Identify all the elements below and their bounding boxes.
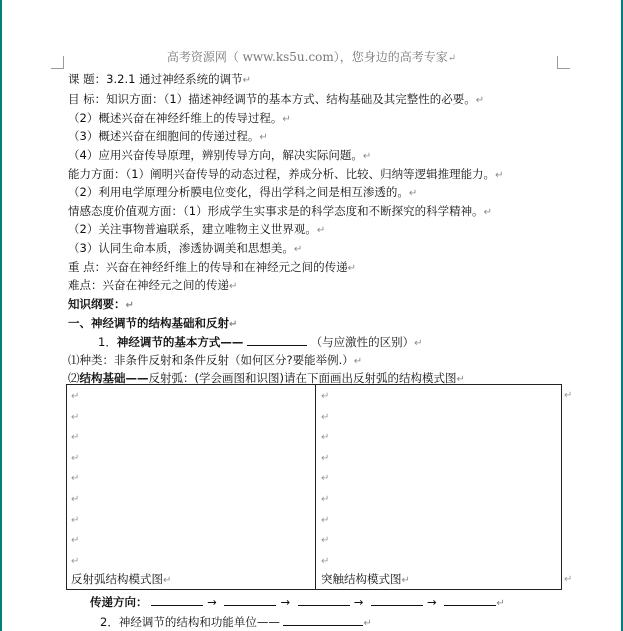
line-text: 重 点：兴奋在神经纤维上的传导和在神经元之间的传递: [68, 260, 348, 274]
item-suffix: （与应激性的区别）: [310, 335, 415, 349]
paragraph-mark-icon: ↵: [496, 598, 505, 609]
paragraph-mark-icon: ↵: [321, 432, 330, 444]
synapse-caption: [321, 571, 410, 587]
right-cell-marks: [321, 387, 329, 572]
text-line: [68, 220, 325, 240]
paragraph-mark-icon: ↵: [362, 151, 372, 162]
row-end-mark-icon: ↵: [564, 390, 573, 401]
line-text: （3）概述兴奋在细胞间的传递过程。: [68, 129, 260, 143]
paragraph-mark-icon: ↵: [71, 514, 80, 526]
paragraph-mark-icon: ↵: [321, 473, 330, 485]
transfer-direction-row: [90, 594, 505, 610]
topic-text: 3.2.1 通过神经系统的调节: [106, 72, 243, 86]
paragraph-mark-icon: ↵: [495, 170, 504, 181]
page-header: [62, 48, 561, 68]
transfer-label: 传递方向：: [90, 595, 148, 609]
arrow-icon: →: [353, 595, 364, 609]
item-number: ⑵: [68, 371, 80, 385]
text-line: [68, 202, 492, 222]
left-cell-marks: [71, 387, 79, 572]
paragraph-mark-icon: ↵: [347, 263, 357, 274]
paragraph-mark-icon: ↵: [316, 225, 326, 236]
paragraph-mark-icon: ↵: [71, 432, 80, 444]
text-line: [68, 239, 302, 259]
kinds-line: [68, 351, 362, 371]
line-text: （2）概述兴奋在神经纤维上的传导过程。: [68, 111, 283, 125]
document-page: [2, 0, 621, 631]
caption-text: 反射弧结构模式图: [71, 572, 163, 586]
answer-blank[interactable]: [224, 595, 276, 606]
text-line: [68, 183, 417, 203]
item-bold-text: 神经调节的基本方式——: [116, 335, 244, 349]
text-line: [68, 165, 503, 185]
goal-line: [68, 90, 484, 110]
goal-text: 知识方面：（1）描述神经调节的基本方式、结构基础及其完整性的必要。: [106, 92, 476, 106]
arrow-icon: →: [280, 595, 291, 609]
section-title: [68, 314, 237, 334]
line-text: 能力方面：（1）阐明兴奋传导的动态过程，养成分析、比较、归纳等逻辑推理能力。: [68, 167, 496, 181]
paragraph-mark-icon: ↵: [321, 493, 330, 505]
difficult-point-line: [68, 276, 237, 296]
row-end-mark-icon: ↵: [564, 574, 573, 585]
goal-label: 目 标：: [68, 92, 107, 106]
paragraph-mark-icon: ↵: [259, 132, 268, 143]
paragraph-mark-icon: ↵: [475, 95, 485, 106]
paragraph-mark-icon: ↵: [71, 452, 80, 464]
paragraph-mark-icon: ↵: [456, 374, 465, 385]
key-point-line: [68, 258, 356, 278]
paragraph-mark-icon: ↵: [483, 207, 492, 218]
paragraph-mark-icon: ↵: [71, 411, 80, 423]
paragraph-mark-icon: ↵: [71, 391, 80, 402]
caption-text: 突触结构模式图: [321, 572, 402, 586]
paragraph-mark-icon: ↵: [401, 575, 410, 586]
question-unit: [100, 613, 372, 631]
line-text: 一、神经调节的结构基础和反射: [68, 316, 229, 330]
paragraph-mark-icon: ↵: [321, 555, 330, 567]
answer-blank[interactable]: [371, 595, 423, 606]
paragraph-mark-icon: ↵: [71, 535, 80, 547]
line-text: （2）关注事物普遍联系，建立唯物主义世界观。: [68, 222, 317, 236]
paragraph-mark-icon: ↵: [321, 452, 330, 464]
line-text: （2）利用电学原理分析膜电位变化，得出学科之间是相互渗透的。: [68, 185, 409, 199]
line-text: （3）认同生命本质，渗透协调美和思想美。: [68, 241, 294, 255]
text-line: [68, 146, 371, 166]
answer-blank[interactable]: [247, 335, 307, 346]
line-text: ⑴种类：非条件反射和条件反射（如何区分?要能举例.）: [68, 353, 354, 367]
answer-blank[interactable]: [444, 595, 496, 606]
paragraph-mark-icon: ↵: [71, 555, 80, 567]
topic-line: [68, 70, 251, 90]
line-text: （4）应用兴奋传导原理，辨别传导方向，解决实际问题。: [68, 148, 363, 162]
paragraph-mark-icon: ↵: [321, 514, 330, 526]
paragraph-mark-icon: ↵: [293, 244, 303, 255]
header-text: 高考资源网（ www.ks5u.com），您身边的高考专家: [166, 50, 448, 64]
paragraph-mark-icon: ↵: [242, 75, 251, 86]
paragraph-mark-icon: ↵: [71, 493, 80, 505]
text-line: [68, 127, 268, 147]
line-text: 难点：兴奋在神经元之间的传递: [68, 278, 229, 292]
paragraph-mark-icon: ↵: [408, 188, 418, 199]
line-text: 知识纲要：: [68, 297, 126, 311]
question-basic-mode: [98, 333, 423, 353]
paragraph-mark-icon: ↵: [229, 319, 238, 330]
answer-blank[interactable]: [298, 595, 350, 606]
paragraph-mark-icon: ↵: [414, 338, 423, 349]
text-line: [68, 109, 291, 129]
answer-blank[interactable]: [151, 595, 203, 606]
table-divider: [315, 385, 316, 589]
item-text: 神经调节的结构和功能单位——: [118, 615, 280, 629]
paragraph-mark-icon: ↵: [229, 281, 238, 292]
item-number: 2．: [100, 615, 119, 629]
paragraph-mark-icon: ↵: [321, 535, 330, 547]
paragraph-mark-icon: ↵: [321, 411, 330, 423]
topic-label: 课 题：: [68, 72, 107, 86]
outline-title: [68, 295, 134, 315]
line-text: 情感态度价值观方面：（1）形成学生实事求是的科学态度和不断探究的科学精神。: [68, 204, 484, 218]
arrow-icon: →: [207, 595, 217, 609]
paragraph-mark-icon: ↵: [163, 575, 172, 586]
item-suffix: 反射弧：(学会画图和识图)请在下面画出反射弧的结构模式图: [148, 371, 457, 385]
item-number: 1．: [98, 335, 117, 349]
paragraph-mark-icon: ↵: [125, 300, 134, 311]
paragraph-mark-icon: ↵: [353, 356, 363, 367]
answer-blank[interactable]: [283, 615, 363, 626]
paragraph-mark-icon: ↵: [71, 473, 80, 485]
paragraph-mark-icon: ↵: [321, 391, 330, 402]
paragraph-mark-icon: ↵: [363, 618, 372, 629]
reflex-arc-caption: [71, 571, 171, 587]
item-bold-text: 结构基础——: [79, 371, 149, 385]
paragraph-mark-icon: ↵: [282, 114, 291, 125]
paragraph-mark-icon: ↵: [447, 53, 457, 64]
drawing-table: [66, 384, 562, 590]
arrow-icon: →: [427, 595, 437, 609]
